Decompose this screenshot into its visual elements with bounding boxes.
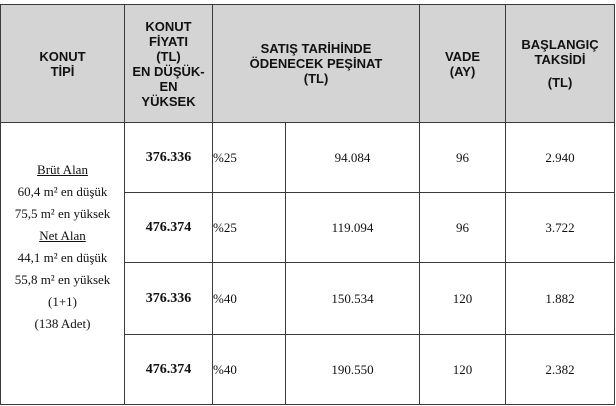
price-cell: 476.374 bbox=[125, 193, 213, 263]
net-area-label: Net Alan bbox=[39, 227, 86, 243]
term-months: 96 bbox=[420, 193, 506, 263]
term-months: 96 bbox=[420, 123, 506, 193]
down-payment-amount: 94.084 bbox=[286, 123, 420, 193]
down-payment-amount: 150.534 bbox=[286, 263, 420, 335]
starting-installment: 1.882 bbox=[506, 263, 615, 335]
price-cell: 376.336 bbox=[125, 263, 213, 335]
term-months: 120 bbox=[420, 335, 506, 405]
down-payment-percent: %40 bbox=[213, 263, 286, 335]
header-konut-fiyati: KONUT FİYATI (TL) EN DÜŞÜK- EN YÜKSEK bbox=[125, 5, 213, 123]
price-cell: 476.374 bbox=[125, 335, 213, 405]
housing-price-table bbox=[0, 4, 615, 405]
header-baslangic-taksidi: BAŞLANGIÇ TAKSİDİ (TL) bbox=[506, 5, 615, 123]
gross-area-max: 75,5 m² en yüksek bbox=[14, 205, 111, 221]
net-area-max: 55,8 m² en yüksek bbox=[14, 271, 111, 287]
term-months: 120 bbox=[420, 263, 506, 335]
starting-installment: 2.382 bbox=[506, 335, 615, 405]
gross-area-label: Brüt Alan bbox=[37, 161, 88, 177]
down-payment-percent: %40 bbox=[213, 335, 286, 405]
gross-area-min: 60,4 m² en düşük bbox=[17, 183, 108, 199]
net-area-min: 44,1 m² en düşük bbox=[17, 249, 108, 265]
starting-installment: 2.940 bbox=[506, 123, 615, 193]
header-row bbox=[1, 5, 615, 123]
room-count: (1+1) bbox=[48, 293, 77, 309]
down-payment-amount: 190.550 bbox=[286, 335, 420, 405]
down-payment-percent: %25 bbox=[213, 193, 286, 263]
down-payment-percent: %25 bbox=[213, 123, 286, 193]
header-vade: VADE (AY) bbox=[420, 5, 506, 123]
starting-installment: 3.722 bbox=[506, 193, 615, 263]
konut-tipi-description bbox=[1, 123, 125, 405]
table-row bbox=[1, 123, 615, 193]
header-pesinat: SATIŞ TARİHİNDE ÖDENECEK PEŞİNAT (TL) bbox=[213, 5, 420, 123]
down-payment-amount: 119.094 bbox=[286, 193, 420, 263]
price-cell: 376.336 bbox=[125, 123, 213, 193]
header-konut-tipi: KONUT TİPİ bbox=[1, 5, 125, 123]
unit-count: (138 Adet) bbox=[34, 315, 91, 331]
